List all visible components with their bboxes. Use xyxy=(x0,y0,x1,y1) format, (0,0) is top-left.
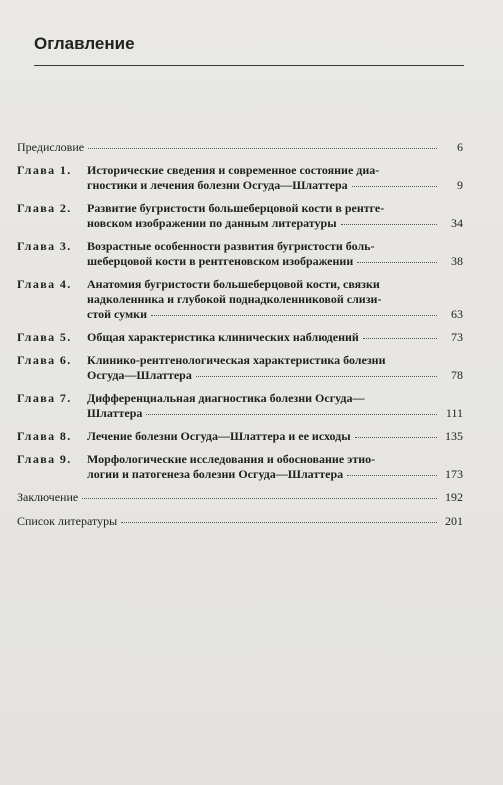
dot-leader xyxy=(357,252,437,263)
toc-entry[interactable] xyxy=(17,429,463,444)
chapter-label: Глава 8. xyxy=(17,429,72,443)
chapter-label: Глава 6. xyxy=(17,353,72,367)
page-number: 201 xyxy=(445,514,463,528)
chapter-label: Глава 7. xyxy=(17,391,72,405)
entry-title-line: стой сумки xyxy=(87,307,147,321)
toc-entry[interactable] xyxy=(17,201,463,231)
entry-title-line: Исторические сведения и современное состояние диа- xyxy=(87,163,380,177)
entry-title-line: логии и патогенеза болезни Осгуда—Шлаттера xyxy=(87,467,344,481)
toc-entry[interactable] xyxy=(17,277,463,322)
page-number: 38 xyxy=(451,254,463,268)
entry-title-line: Лечение болезни Осгуда—Шлаттера и ее исходы xyxy=(87,429,351,443)
entry-title-line: Предисловие xyxy=(17,140,85,154)
entry-title-line: гностики и лечения болезни Осгуда—Шлаттера xyxy=(87,178,348,192)
toc-entry[interactable] xyxy=(17,239,463,269)
page-number: 63 xyxy=(451,307,463,321)
chapter-label: Глава 5. xyxy=(17,330,72,344)
toc-entry[interactable] xyxy=(17,140,463,155)
page-number: 9 xyxy=(457,178,463,192)
dot-leader xyxy=(341,214,437,225)
entry-title-line: надколенника и глубокой поднадколенниковой слизи- xyxy=(87,292,382,306)
entry-title-line: Морфологические исследования и обоснование этио- xyxy=(87,452,376,466)
heading-rule xyxy=(34,65,464,66)
entry-title-line: Шлаттера xyxy=(87,406,143,420)
dot-leader xyxy=(146,404,437,415)
toc-entry[interactable] xyxy=(17,330,463,345)
page-number: 34 xyxy=(451,216,463,230)
page-number: 6 xyxy=(457,140,463,154)
chapter-label: Глава 1. xyxy=(17,163,72,177)
toc-entry[interactable] xyxy=(17,514,463,529)
dot-leader xyxy=(347,465,437,476)
toc-entry[interactable] xyxy=(17,163,463,193)
dot-leader xyxy=(121,512,437,523)
dot-leader xyxy=(352,176,437,187)
toc-entry[interactable] xyxy=(17,490,463,505)
page-number: 111 xyxy=(445,406,463,420)
entry-title-line: Развитие бугристости большеберцовой кости в рентге- xyxy=(87,201,385,215)
entry-title-line: Дифференциальная диагностика болезни Осгуда— xyxy=(87,391,365,405)
entry-title-line: новском изображении по данным литературы xyxy=(87,216,337,230)
entry-title-line: Общая характеристика клинических наблюдений xyxy=(87,330,359,344)
chapter-label: Глава 2. xyxy=(17,201,72,215)
entry-title-line: Клинико-рентгенологическая характеристика болезни xyxy=(87,353,386,367)
dot-leader xyxy=(355,427,437,438)
dot-leader xyxy=(196,366,437,377)
toc-entry[interactable] xyxy=(17,391,463,421)
entry-title-line: Заключение xyxy=(17,490,79,504)
dot-leader xyxy=(88,138,437,149)
dot-leader xyxy=(82,488,437,499)
dot-leader xyxy=(151,305,437,316)
page-number: 78 xyxy=(451,368,463,382)
dot-leader xyxy=(363,328,437,339)
chapter-label: Глава 9. xyxy=(17,452,72,466)
entry-title-line: шеберцовой кости в рентгеновском изображении xyxy=(87,254,354,268)
page-number: 73 xyxy=(451,330,463,344)
entry-title-line: Анатомия бугристости большеберцовой кости, связки xyxy=(87,277,380,291)
page-number: 192 xyxy=(445,490,463,504)
table-of-contents xyxy=(17,140,463,529)
chapter-label: Глава 3. xyxy=(17,239,72,253)
toc-entry[interactable] xyxy=(17,452,463,482)
entry-title-line: Список литературы xyxy=(17,514,118,528)
entry-title-line: Возрастные особенности развития бугристости боль- xyxy=(87,239,375,253)
entry-title-line: Осгуда—Шлаттера xyxy=(87,368,192,382)
page-number: 173 xyxy=(445,467,463,481)
toc-entry[interactable] xyxy=(17,353,463,383)
page-number: 135 xyxy=(445,429,463,443)
page-heading: Оглавление xyxy=(34,34,135,53)
chapter-label: Глава 4. xyxy=(17,277,72,291)
